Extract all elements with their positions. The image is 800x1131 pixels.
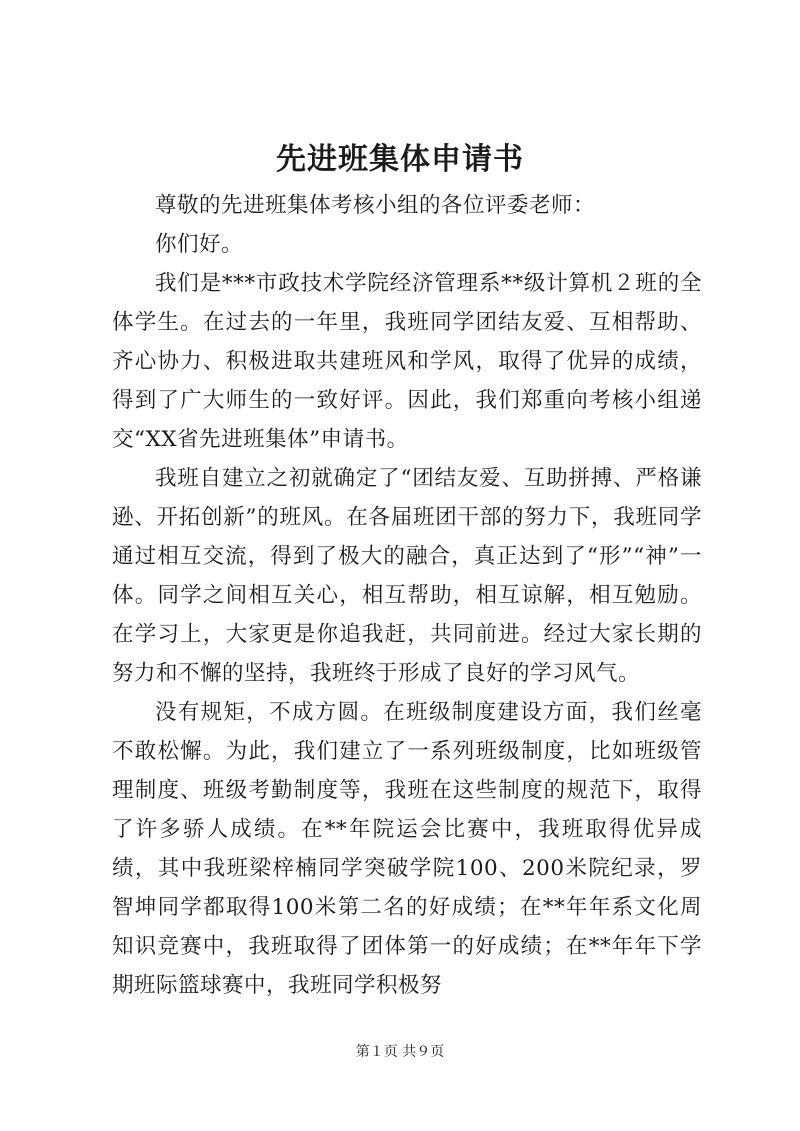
- salutation: 尊敬的先进班集体考核小组的各位评委老师：: [155, 193, 596, 218]
- document-title: 先进班集体申请书: [276, 142, 524, 177]
- body-paragraph-2: 我班自建立之初就确定了“团结友爱、互助拼搏、严格谦逊、开拓创新”的班风。在各届班团干部的努力下，我班同学通过相互交流，得到了极大的融合，真正达到了“形”“神”一体。同学之间相互关心，相互帮助，相互谅解，相互勉励。在学习上，大家更是你追我赶，共同前进。经过大家长期的努力和不懈的坚持，我班终于形成了良好的学习风气。: [112, 466, 702, 686]
- body-paragraph-1: 我们是***市政技术学院经济管理系**级计算机２班的全体学生。在过去的一年里，我班同学团结友爱、互相帮助、齐心协力、积极进取共建班风和学风，取得了优异的成绩，得到了广大师生的一致好评。因此，我们郑重向考核小组递交“XX省先进班集体”申请书。: [112, 271, 702, 452]
- body-paragraph-3: 没有规矩，不成方圆。在班级制度建设方面，我们丝毫不敢松懈。为此，我们建立了一系列班级制度，比如班级管理制度、班级考勤制度等，我班在这些制度的规范下，取得了许多骄人成绩。在**年院运会比赛中，我班取得优异成绩，其中我班梁梓楠同学突破学院100、200米院纪录，罗智坤同学都取得100米第二名的好成绩；在**年年系文化周知识竞赛中，我班取得了团体第一的好成绩；在**年年下学期班际篮球赛中，我班同学积极努: [112, 700, 702, 998]
- document-body: [112, 186, 702, 1005]
- greeting: 你们好。: [155, 232, 244, 257]
- page-footer: 第１页 共９页: [355, 1044, 445, 1060]
